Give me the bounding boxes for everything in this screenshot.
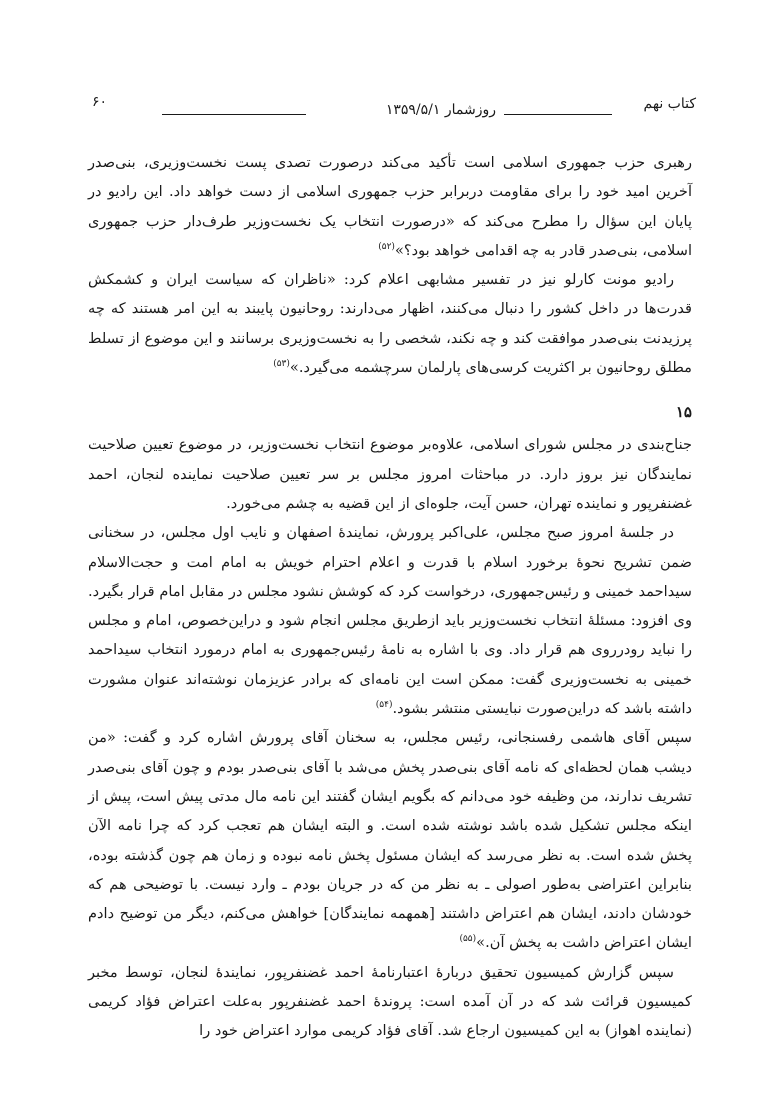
paragraph-text: جناح‌بندی در مجلس شورای اسلامی، علاوه‌بر موضوع انتخاب نخست‌وزیر، در موضوع تعیین صلاحیت نمایندگان نیز بروز دارد. در مباحثات امروز مجلس بر سر تعیین صلاحیت نماینده لنجان، احمد غضنفرپور و نماینده تهران، حسن آیت، جلوه‌ای از این قضیه به چشم می‌خورد. — [88, 436, 692, 512]
page-number: ۶۰ — [92, 94, 108, 110]
book-title: کتاب نهم — [643, 96, 696, 112]
footnote-ref: (۵۴) — [375, 700, 393, 711]
paragraph-text: رهبری حزب جمهوری اسلامی است تأکید می‌کند درصورت تصدی پست نخست‌وزیری، بنی‌صدر آخرین امید خود را برای مقاومت دربرابر حزب جمهوری اسلامی از دست خواهد داد. این رادیو در پایان این سؤال را مطرح می‌کند که «درصورت انتخاب یک نخست‌وزیر طرف‌دار حزب جمهوری اسلامی، بنی‌صدر قادر به چه اقدامی خواهد بود؟» — [88, 154, 692, 259]
section-number: ۱۵ — [675, 403, 692, 422]
header-date-label: روزشمار ۱۳۵۹/۵/۱ — [385, 102, 496, 118]
section-paragraph-4 — [88, 958, 692, 1046]
paragraph-text: رادیو مونت کارلو نیز در تفسیر مشابهی اعلام کرد: «ناظران که سیاست ایران و کشمکش قدرت‌ها در داخل کشور را دنبال می‌کنند، اظهار می‌دارند: روحانیون پایبند به این امر هستند که چه پرزیدنت بنی‌صدر موافقت کند و چه نکند، شخصی را به نخست‌وزیری برسانند و این موضوع از تسلط مطلق روحانیون بر اکثریت کرسی‌های پارلمان سرچشمه می‌گیرد.» — [88, 271, 692, 377]
section-paragraph-2 — [88, 518, 692, 723]
header-rule-right — [504, 114, 612, 115]
running-header — [92, 92, 696, 122]
footnote-ref: (۵۳) — [273, 359, 290, 370]
footnote-ref: (۵۵) — [459, 934, 477, 945]
section-paragraph-1 — [88, 430, 692, 518]
paragraph-text: در جلسهٔ امروز صبح مجلس، علی‌اکبر پرورش، نمایندهٔ اصفهان و نایب اول مجلس، در سخنانی ضمن تشریح نحوهٔ برخورد اسلام با قدرت و اعلام احترام خویش به امام امت و حجت‌الاسلام سیداحمد خمینی و رئیس‌جمهوری، درخواست کرد که کوشش نشود مجلس در مقابل امام قرار بگیرد. وی افزود: مسئلهٔ انتخاب نخست‌وزیر باید ازطریق مجلس انجام شود و دراین‌خصوص، امام و مجلس را نباید رودرروی هم قرار داد. وی با اشاره به نامهٔ رئیس‌جمهوری به امام درمورد انتخاب سیداحمد خمینی به نخست‌وزیری گفت: ممکن است این نامه‌ای که برادر عزیزمان نوشته‌اند عنوان مشورت داشته باشد که دراین‌صورت نبایستی منتشر بشود. — [88, 524, 692, 718]
body-text — [88, 148, 692, 1046]
section-paragraph-3 — [88, 723, 692, 957]
footnote-ref: (۵۲) — [378, 242, 395, 253]
paragraph-text: سپس گزارش کمیسیون تحقیق دربارهٔ اعتبارنامهٔ احمد غضنفرپور، نمایندهٔ لنجان، توسط مخبر کمیسیون قرائت شد که در آن آمده است: پروندهٔ احمد غضنفرپور به‌علت اعتراض فؤاد کریمی (نماینده اهواز) به این کمیسیون ارجاع شد. آقای فؤاد کریمی موارد اعتراض خود را — [88, 963, 692, 1040]
header-rule-left — [162, 114, 306, 115]
paragraph-2 — [88, 265, 692, 382]
paragraph-1 — [88, 148, 692, 265]
paragraph-text: سپس آقای هاشمی رفسنجانی، رئیس مجلس، به سخنان آقای پرورش اشاره کرد و گفت: «من دیشب همان لحظه‌ای که نامه آقای بنی‌صدر پخش می‌شد با آقای بنی‌صدر بودم و چون آقای بنی‌صدر تشریف ندارند، من وظیفه خود می‌دانم که بگویم ایشان گفتند این نامه مال مدتی پیش است، پیش از اینکه مجلس تشکیل شده باشد نوشته شده است. و البته ایشان هم تعجب کرد که چرا نامه الآن پخش شده است. به نظر می‌رسد که ایشان مسئول پخش نامه نبوده و زمان هم چون گذشته بوده، بنابراین اعتراضی به‌طور اصولی ـ به نظر من که در جریان بودم ـ وارد نیست. با توضیحی هم که خودشان دادند، ایشان هم اعتراض داشتند [همهمه نمایندگان] خواهش می‌کنم، دیگر من توضیح دادم ایشان اعتراض داشت به پخش آن.» — [88, 729, 692, 952]
